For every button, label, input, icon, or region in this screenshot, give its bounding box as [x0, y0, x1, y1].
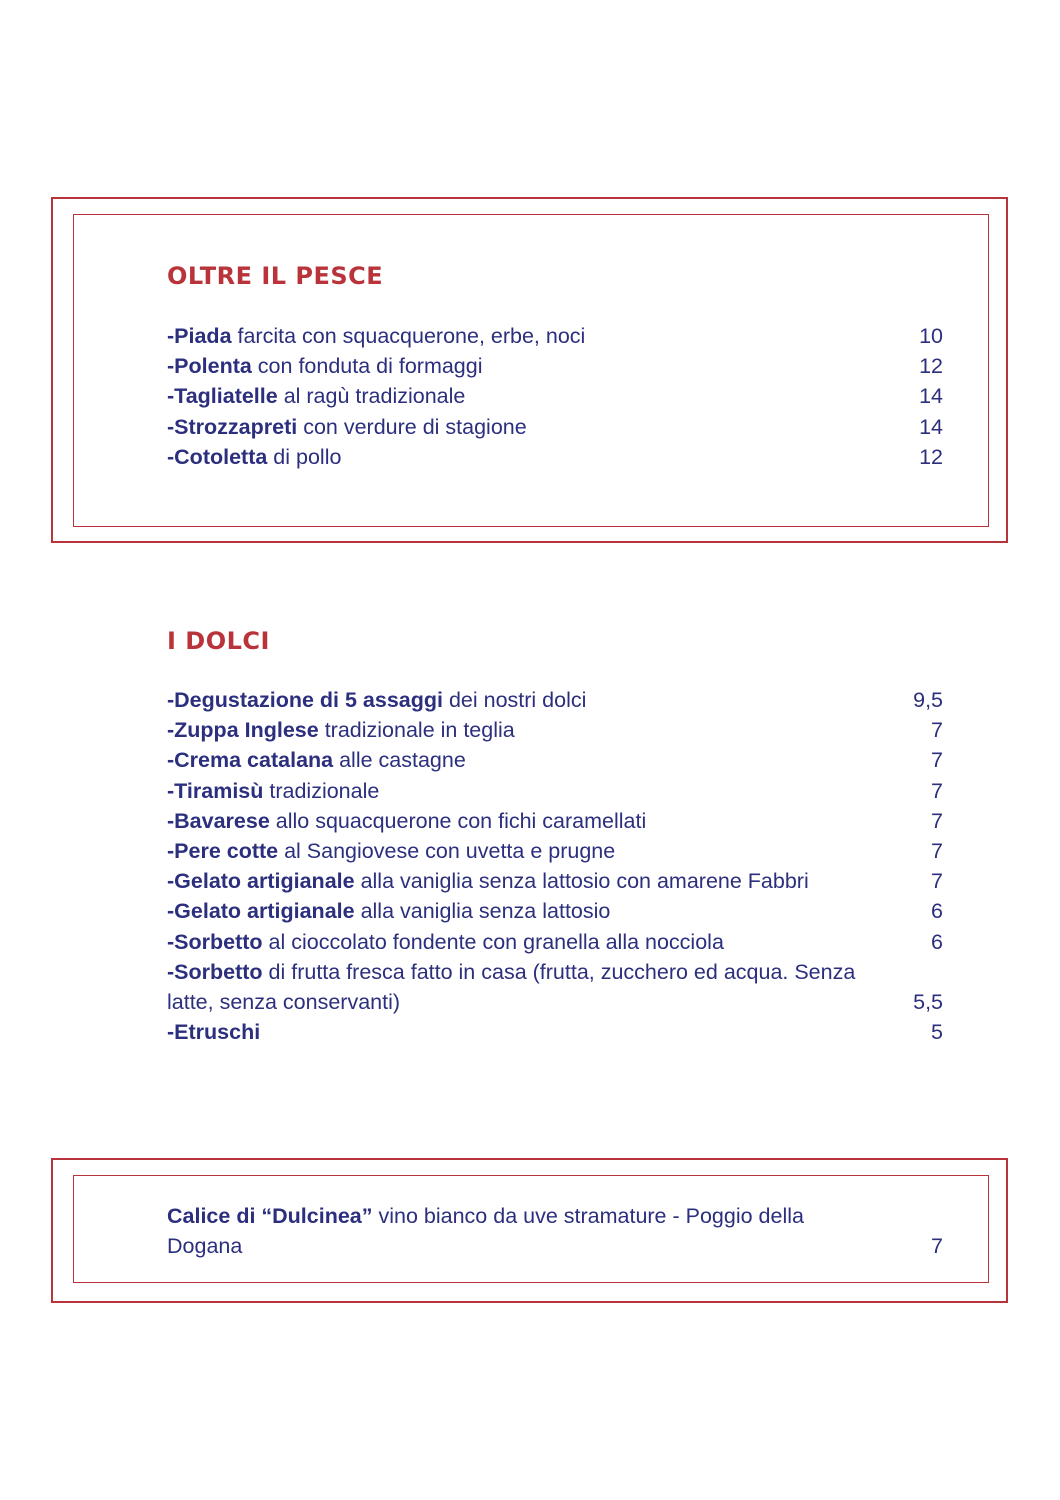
- menu-item: [167, 442, 943, 472]
- menu-item-text: [167, 321, 873, 351]
- menu-item-description: al cioccolato fondente con granella alla nocciola: [262, 929, 724, 954]
- menu-item-name: -Zuppa Inglese: [167, 718, 319, 743]
- menu-item-name: -Pere cotte: [167, 839, 279, 864]
- menu-item-description: con verdure di stagione: [297, 414, 527, 439]
- menu-item-name: -Piada: [167, 324, 232, 348]
- menu-item-price: 5,5: [913, 990, 943, 1015]
- menu-item-description: al Sangiovese con uvetta e prugne: [278, 839, 616, 864]
- menu-item-name: -Polenta: [167, 354, 252, 379]
- menu-list: [167, 321, 943, 472]
- menu-item: [167, 806, 943, 836]
- menu-item-text: [167, 381, 873, 411]
- menu-item-price: 9,5: [913, 688, 943, 712]
- menu-item-description: vino bianco da uve stramature - Poggio della Dogana: [167, 1204, 804, 1258]
- menu-list: [167, 1201, 943, 1261]
- menu-item-price: 7: [931, 808, 943, 833]
- menu-item-text: [167, 776, 873, 806]
- menu-item-price: 5: [931, 1020, 943, 1045]
- menu-item-price: 14: [919, 414, 943, 439]
- menu-item-price: 7: [931, 748, 943, 773]
- menu-item-description: di frutta fresca fatto in casa (frutta, zucchero ed acqua. Senza latte, senza conservanti): [167, 959, 856, 1015]
- menu-item-description: tradizionale in teglia: [318, 718, 515, 743]
- menu-item: [167, 866, 943, 896]
- menu-item-name: -Gelato artigianale: [167, 869, 355, 894]
- menu-item-text: [167, 745, 873, 775]
- menu-item-name: -Tiramisù: [167, 778, 264, 803]
- menu-item-price: 7: [931, 839, 943, 864]
- menu-item-text: [167, 927, 873, 957]
- menu-item-name: -Etruschi: [167, 1020, 261, 1045]
- menu-item: [167, 836, 943, 866]
- menu-item: [167, 1201, 943, 1261]
- menu-item: [167, 927, 943, 957]
- menu-item-text: [167, 806, 873, 836]
- menu-item-description: di pollo: [267, 444, 342, 469]
- menu-item-text: [167, 836, 873, 866]
- menu-item-name: -Strozzapreti: [167, 414, 298, 439]
- menu-item-description: farcita con squacquerone, erbe, noci: [231, 324, 586, 348]
- menu-item-text: [167, 442, 873, 472]
- menu-item-text: [167, 1201, 873, 1261]
- menu-item-name: -Sorbetto: [167, 929, 263, 954]
- menu-item-description: tradizionale: [263, 778, 380, 803]
- menu-item-text: [167, 412, 873, 442]
- menu-item: [167, 412, 943, 442]
- menu-item: [167, 321, 943, 351]
- section-title: OLTRE IL PESCE: [167, 262, 384, 290]
- menu-item: [167, 745, 943, 775]
- menu-item-text: [167, 866, 873, 896]
- menu-item-description: dei nostri dolci: [442, 688, 587, 712]
- menu-item: [167, 381, 943, 411]
- menu-item: [167, 896, 943, 926]
- menu-item-text: [167, 715, 873, 745]
- menu-item-description: allo squacquerone con fichi caramellati: [269, 808, 647, 833]
- menu-item-price: 7: [931, 1234, 943, 1258]
- menu-item-price: 7: [931, 778, 943, 803]
- menu-item-description: alla vaniglia senza lattosio: [354, 899, 611, 924]
- menu-item-description: al ragù tradizionale: [277, 384, 466, 409]
- menu-item: [167, 776, 943, 806]
- menu-item-name: -Tagliatelle: [167, 384, 278, 409]
- menu-item-name: -Gelato artigianale: [167, 899, 355, 924]
- menu-item-text: [167, 1017, 873, 1047]
- menu-item-description: alla vaniglia senza lattosio con amarene Fabbri: [354, 869, 809, 894]
- menu-list: [167, 685, 943, 1047]
- menu-item-price: 6: [931, 899, 943, 924]
- menu-item-text: [167, 896, 873, 926]
- menu-item-price: 10: [919, 324, 943, 348]
- menu-item-name: Calice di “Dulcinea”: [167, 1204, 373, 1228]
- menu-item-name: -Crema catalana: [167, 748, 334, 773]
- menu-item-description: con fonduta di formaggi: [251, 354, 483, 379]
- menu-item-price: 12: [919, 354, 943, 379]
- menu-item-price: 12: [919, 444, 943, 469]
- menu-item-text: [167, 957, 873, 1017]
- menu-item: [167, 351, 943, 381]
- menu-item-price: 6: [931, 929, 943, 954]
- menu-item-name: -Bavarese: [167, 808, 270, 833]
- menu-item: [167, 1017, 943, 1047]
- menu-item-text: [167, 351, 873, 381]
- section-title: I DOLCI: [167, 627, 270, 655]
- menu-item-price: 7: [931, 718, 943, 743]
- menu-item-price: 7: [931, 869, 943, 894]
- menu-item-price: 14: [919, 384, 943, 409]
- menu-item: [167, 957, 943, 1017]
- menu-item-name: -Sorbetto: [167, 959, 263, 984]
- menu-item-name: -Cotoletta: [167, 444, 268, 469]
- menu-item-description: alle castagne: [333, 748, 466, 773]
- menu-item-text: [167, 685, 873, 715]
- menu-item-name: -Degustazione di 5 assaggi: [167, 688, 443, 712]
- menu-item: [167, 715, 943, 745]
- menu-item: [167, 685, 943, 715]
